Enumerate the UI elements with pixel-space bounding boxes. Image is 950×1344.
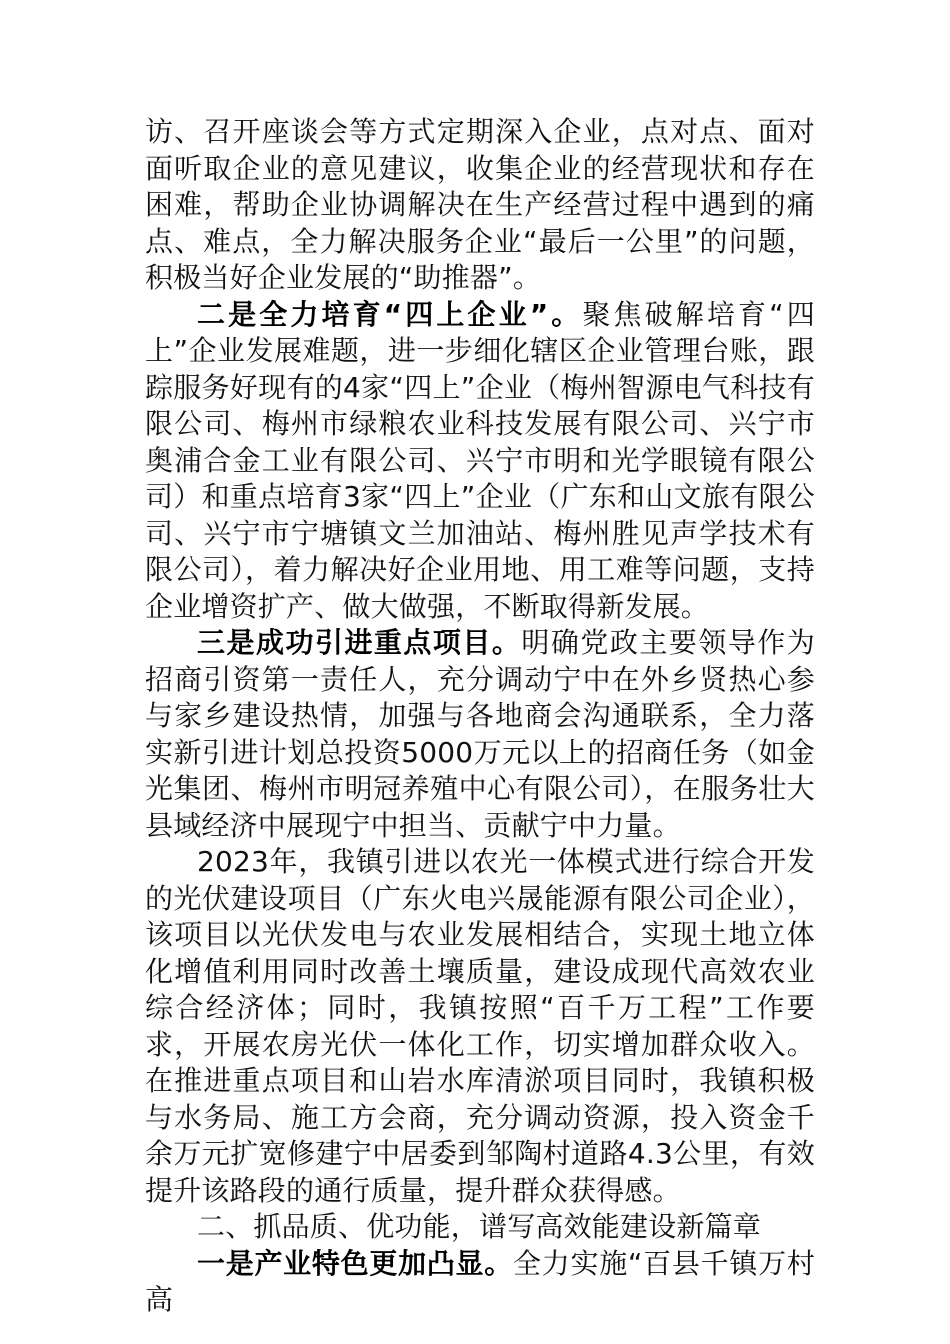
paragraph-continuation	[145, 114, 815, 297]
document-body	[145, 114, 815, 1319]
paragraph-cultivate-enterprises	[145, 297, 815, 626]
paragraph-lead-heading: 三是成功引进重点项目。	[197, 626, 522, 659]
paragraph-text: 全力实施“百县千镇万村高	[145, 1246, 815, 1316]
paragraph-lead-heading: 二是全力培育“四上企业”。	[197, 297, 583, 331]
paragraph-2023-projects	[145, 844, 815, 1209]
section-heading	[145, 1209, 815, 1246]
paragraph-text: 2023年，我镇引进以农光一体模式进行综合开发的光伏建设项目（广东火电兴晟能源有限公司企业），该项目以光伏发电与农业发展相结合，实现土地立体化增值利用同时改善土壤质量，建设成现代高效农业综合经济体；同时，我镇按照“百千万工程”工作要求，开展农房光伏一体化工作，切实增加群众收入。在推进重点项目和山岩水库清淤项目同时，我镇积极与水务局、施工方会商，充分调动资源，投入资金千余万元扩宽修建宁中居委到邹陶村道路4.3公里，有效提升该路段的通行质量，提升群众获得感。	[145, 845, 815, 1207]
paragraph-text: 聚焦破解培育“四上”企业发展难题，进一步细化辖区企业管理台账，跟踪服务好现有的4家“四上”企业（梅州智源电气科技有限公司、梅州市绿粮农业科技发展有限公司、兴宁市奥浦合金工业有限公司、兴宁市明和光学眼镜有限公司）和重点培育3家“四上”企业（广东和山文旅有限公司、兴宁市宁塘镇文兰加油站、梅州胜见声学技术有限公司），着力解决好企业用地、用工难等问题，支持企业增资扩产、做大做强，不断取得新发展。	[145, 297, 815, 623]
paragraph-lead-heading: 一是产业特色更加凸显。	[197, 1246, 514, 1280]
paragraph-industry-features	[145, 1246, 815, 1319]
paragraph-text: 明确党政主要领导作为招商引资第一责任人，充分调动宁中在外乡贤热心参与家乡建设热情，加强与各地商会沟通联系，全力落实新引进计划总投资5000万元以上的招商任务（如金光集团、梅州市明冠养殖中心有限公司），在服务壮大县域经济中展现宁中担当、贡献宁中力量。	[145, 626, 815, 842]
section-heading-text: 二、抓品质、优功能，谱写高效能建设新篇章	[197, 1210, 762, 1243]
paragraph-text: 访、召开座谈会等方式定期深入企业，点对点、面对面听取企业的意见建议，收集企业的经营现状和存在困难，帮助企业协调解决在生产经营过程中遇到的痛点、难点，全力解决服务企业“最后一公里”的问题，积极当好企业发展的“助推器”。	[145, 115, 815, 294]
paragraph-key-projects	[145, 625, 815, 844]
